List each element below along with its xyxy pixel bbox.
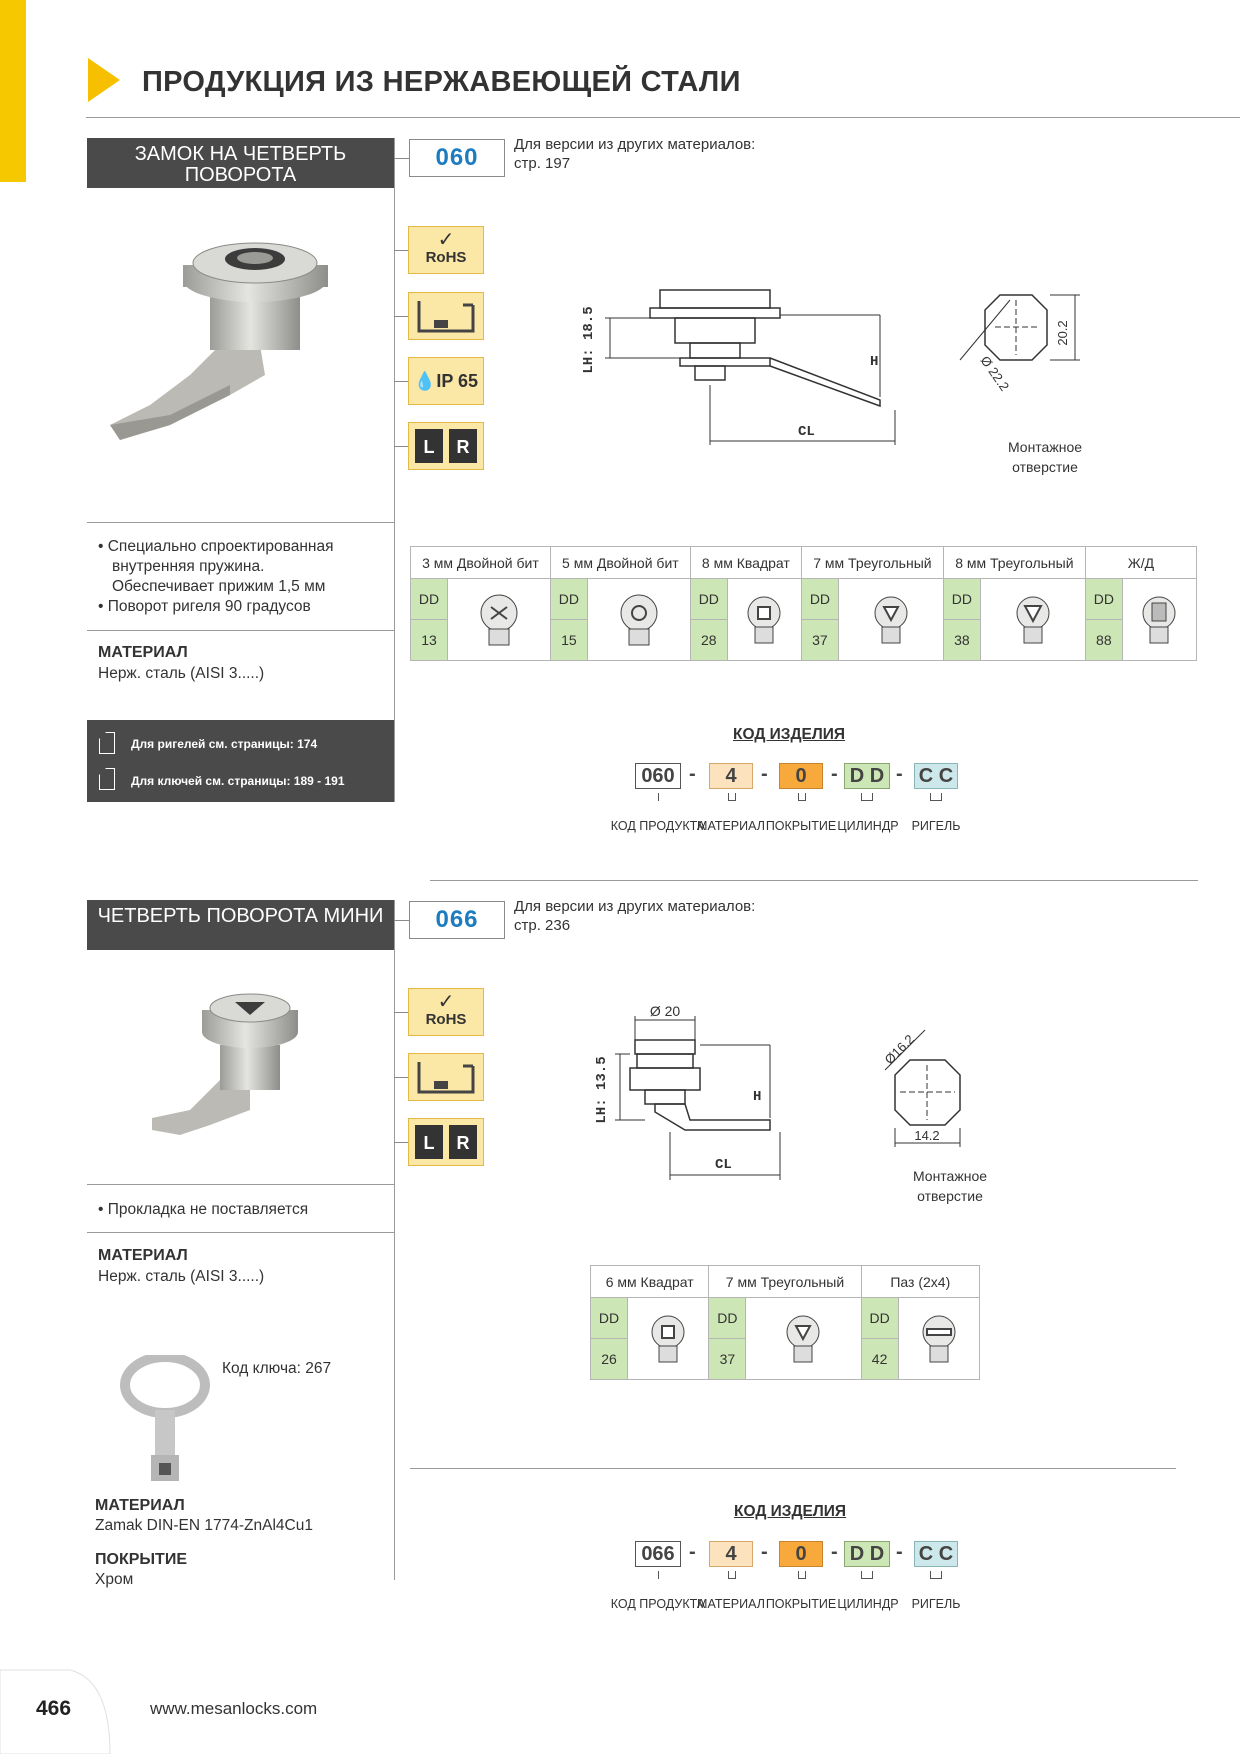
product-code-heading: КОД ИЗДЕЛИЯ [733, 726, 846, 743]
accent-bar [0, 0, 26, 182]
code-label: КОД ПРОДУКТА [610, 819, 706, 833]
cylinder-table-066 [590, 1265, 980, 1380]
title-arrow-icon [88, 58, 120, 102]
divider [87, 1184, 394, 1185]
code-label: РИГЕЛЬ [911, 1597, 961, 1611]
code-connector [394, 158, 409, 159]
ip65-badge: 💧IP 65 [408, 357, 484, 405]
page-title: ПРОДУКЦИЯ ИЗ НЕРЖАВЕЮЩЕЙ СТАЛИ [142, 66, 741, 98]
code-label: ЦИЛИНДР [837, 1597, 899, 1611]
svg-text:R: R [456, 437, 470, 457]
badge-connector [394, 250, 408, 251]
code-label: МАТЕРИАЛ [697, 819, 765, 833]
square-cylinder-icon [628, 1298, 709, 1380]
cylinder-code: 28 [690, 620, 727, 661]
divider [87, 630, 394, 631]
cylinder-code: 37 [801, 620, 838, 661]
svg-text:CL: CL [715, 1157, 732, 1173]
version-note: Для версии из других материалов: [514, 898, 756, 915]
version-note: Для версии из других материалов: [514, 136, 756, 153]
cylinder-dd: DD [1085, 579, 1122, 620]
key-material-value: Zamak DIN-EN 1774-ZnAl4Cu1 [95, 1517, 313, 1534]
triangle-cylinder-icon [746, 1298, 861, 1380]
material-value: Нерж. сталь (AISI 3.....) [98, 665, 265, 682]
material-title: МАТЕРИАЛ [98, 644, 188, 661]
code-part-coating: 0 [779, 763, 823, 789]
code-part-bolt: C C [914, 763, 958, 789]
cylinder-header: Ж/Д [1085, 547, 1196, 579]
left-right-badge [408, 1118, 484, 1166]
cylinder-code: 15 [550, 620, 587, 661]
cylinder-header: 6 мм Квадрат [591, 1266, 709, 1298]
cylinder-code: 42 [861, 1339, 898, 1380]
cylinder-header: 7 мм Треугольный [709, 1266, 861, 1298]
website-link[interactable]: www.mesanlocks.com [150, 1699, 318, 1718]
version-page-link[interactable]: стр. 197 [514, 155, 571, 172]
badge-connector [394, 446, 408, 447]
document-icon [99, 768, 115, 790]
triangle-cylinder-icon [980, 579, 1085, 661]
code-part-cylinder: D D [844, 763, 890, 789]
svg-text:20.2: 20.2 [1055, 320, 1070, 346]
cylinder-header: Паз (2x4) [861, 1266, 979, 1298]
code-part-product: 066 [635, 1541, 681, 1567]
code-part-cylinder: D D [844, 1541, 890, 1567]
cylinder-header: 8 мм Треугольный [943, 547, 1085, 579]
cylinder-dd: DD [411, 579, 448, 620]
code-label: ЦИЛИНДР [837, 819, 899, 833]
badge-connector [394, 1012, 408, 1013]
badge-connector [394, 1077, 408, 1078]
code-part-product: 060 [635, 763, 681, 789]
material-value: Нерж. сталь (AISI 3.....) [98, 1268, 265, 1285]
cylinder-dd: DD [861, 1298, 898, 1339]
product-photo-060 [110, 225, 360, 475]
cylinder-header: 8 мм Квадрат [690, 547, 801, 579]
cylinder-code: 38 [943, 620, 980, 661]
double-bit-cylinder-icon [448, 579, 551, 661]
cylinder-dd: DD [690, 579, 727, 620]
code-part-material: 4 [709, 1541, 753, 1567]
divider [87, 1232, 394, 1233]
feature-list: • Прокладка не поставляется [98, 1201, 309, 1218]
page-number: 466 [36, 1697, 72, 1720]
svg-text:Ø 22.2: Ø 22.2 [977, 353, 1013, 394]
cylinder-header: 5 мм Двойной бит [550, 547, 690, 579]
section-divider-vertical [394, 900, 395, 1580]
product-code-heading: КОД ИЗДЕЛИЯ [734, 1503, 847, 1520]
section-header-060: ЗАМОК НА ЧЕТВЕРТЬ ПОВОРОТА [87, 138, 394, 188]
cylinder-code: 13 [411, 620, 448, 661]
cylinder-code: 88 [1085, 620, 1122, 661]
code-label: МАТЕРИАЛ [697, 1597, 765, 1611]
product-code-builder-066: 066 - 4 - 0 - D D - C C КОД ПРОДУКТА МАТЕРИАЛ ПОКРЫТИЕ ЦИЛИНДР РИГЕЛЬ [620, 1541, 960, 1636]
section-divider-vertical [394, 138, 395, 802]
rohs-badge: ✓ RoHS [408, 226, 484, 274]
section-header-066: ЧЕТВЕРТЬ ПОВОРОТА МИНИ [87, 900, 394, 950]
cylinder-dd: DD [943, 579, 980, 620]
code-label: ПОКРЫТИЕ [765, 1597, 837, 1611]
svg-text:LH: 18.5: LH: 18.5 [581, 306, 597, 374]
code-part-coating: 0 [779, 1541, 823, 1567]
svg-text:H: H [870, 354, 879, 370]
key-image [115, 1355, 215, 1485]
code-label: КОД ПРОДУКТА [610, 1597, 706, 1611]
code-part-material: 4 [709, 763, 753, 789]
mounting-hole-drawing-066 [870, 1025, 1000, 1150]
technical-drawing-060 [580, 285, 910, 455]
feature-list: • Специально спроектированная внутренняя пружина. Обеспечивает прижим 1,5 мм • Поворот ригеля 90 градусов [98, 538, 334, 615]
title-divider [86, 117, 1240, 118]
see-also-bolts-link[interactable]: Для ригелей см. страницы: 174 [131, 737, 318, 751]
cylinder-dd: DD [709, 1298, 746, 1339]
svg-text:L: L [423, 437, 435, 457]
svg-text:CL: CL [798, 424, 815, 440]
version-page-link[interactable]: стр. 236 [514, 917, 571, 934]
code-connector [394, 920, 409, 921]
left-right-badge [408, 422, 484, 470]
code-part-bolt: C C [914, 1541, 958, 1567]
coating-title: ПОКРЫТИЕ [95, 1551, 187, 1568]
divider [87, 522, 394, 523]
mounting-hole-label: Монтажное отверстие [1007, 439, 1083, 475]
cylinder-table-060 [410, 546, 1197, 661]
material-title: МАТЕРИАЛ [98, 1247, 188, 1264]
rohs-badge: ✓ RoHS [408, 988, 484, 1036]
see-also-panel [87, 720, 394, 802]
square-cylinder-icon [727, 579, 801, 661]
svg-text:Ø 20: Ø 20 [649, 1003, 681, 1019]
coating-value: Хром [95, 1571, 134, 1588]
document-icon [99, 732, 115, 754]
cylinder-header: 7 мм Треугольный [801, 547, 943, 579]
svg-text:R: R [456, 1133, 470, 1153]
product-code-builder-060: 060 - 4 - 0 - D D - C C КОД ПРОДУКТА МАТЕРИАЛ ПОКРЫТИЕ ЦИЛИНДР РИГЕЛЬ [620, 763, 960, 858]
product-code-box: 066 [409, 901, 505, 939]
section-separator [410, 1468, 1176, 1469]
key-code: Код ключа: 267 [222, 1360, 332, 1377]
slot-cylinder-icon [898, 1298, 979, 1380]
svg-text:L: L [423, 1133, 435, 1153]
railway-cylinder-icon [1122, 579, 1196, 661]
svg-text:Ø16.2: Ø16.2 [881, 1031, 918, 1068]
code-label: РИГЕЛЬ [911, 819, 961, 833]
technical-drawing-066 [585, 1000, 795, 1185]
panel-mount-icon [408, 292, 484, 340]
key-material-title: МАТЕРИАЛ [95, 1497, 185, 1514]
mounting-hole-drawing-060 [955, 285, 1125, 395]
cylinder-dd: DD [550, 579, 587, 620]
svg-text:LH: 13.5: LH: 13.5 [594, 1056, 610, 1124]
mounting-hole-label: Монтажное отверстие [912, 1168, 988, 1204]
code-label: ПОКРЫТИЕ [765, 819, 837, 833]
cylinder-dd: DD [801, 579, 838, 620]
badge-connector [394, 1142, 408, 1143]
svg-text:H: H [753, 1089, 762, 1105]
cylinder-header: 3 мм Двойной бит [411, 547, 551, 579]
see-also-keys-link[interactable]: Для ключей см. страницы: 189 - 191 [131, 774, 345, 788]
cylinder-dd: DD [591, 1298, 628, 1339]
cylinder-code: 37 [709, 1339, 746, 1380]
badge-connector [394, 316, 408, 317]
svg-text:14.2: 14.2 [914, 1128, 940, 1143]
section-separator [430, 880, 1198, 881]
badge-connector [394, 381, 408, 382]
double-bit-cylinder-icon [587, 579, 690, 661]
panel-mount-icon [408, 1053, 484, 1101]
product-photo-066 [150, 970, 330, 1160]
cylinder-code: 26 [591, 1339, 628, 1380]
triangle-cylinder-icon [838, 579, 943, 661]
product-code-box: 060 [409, 139, 505, 177]
